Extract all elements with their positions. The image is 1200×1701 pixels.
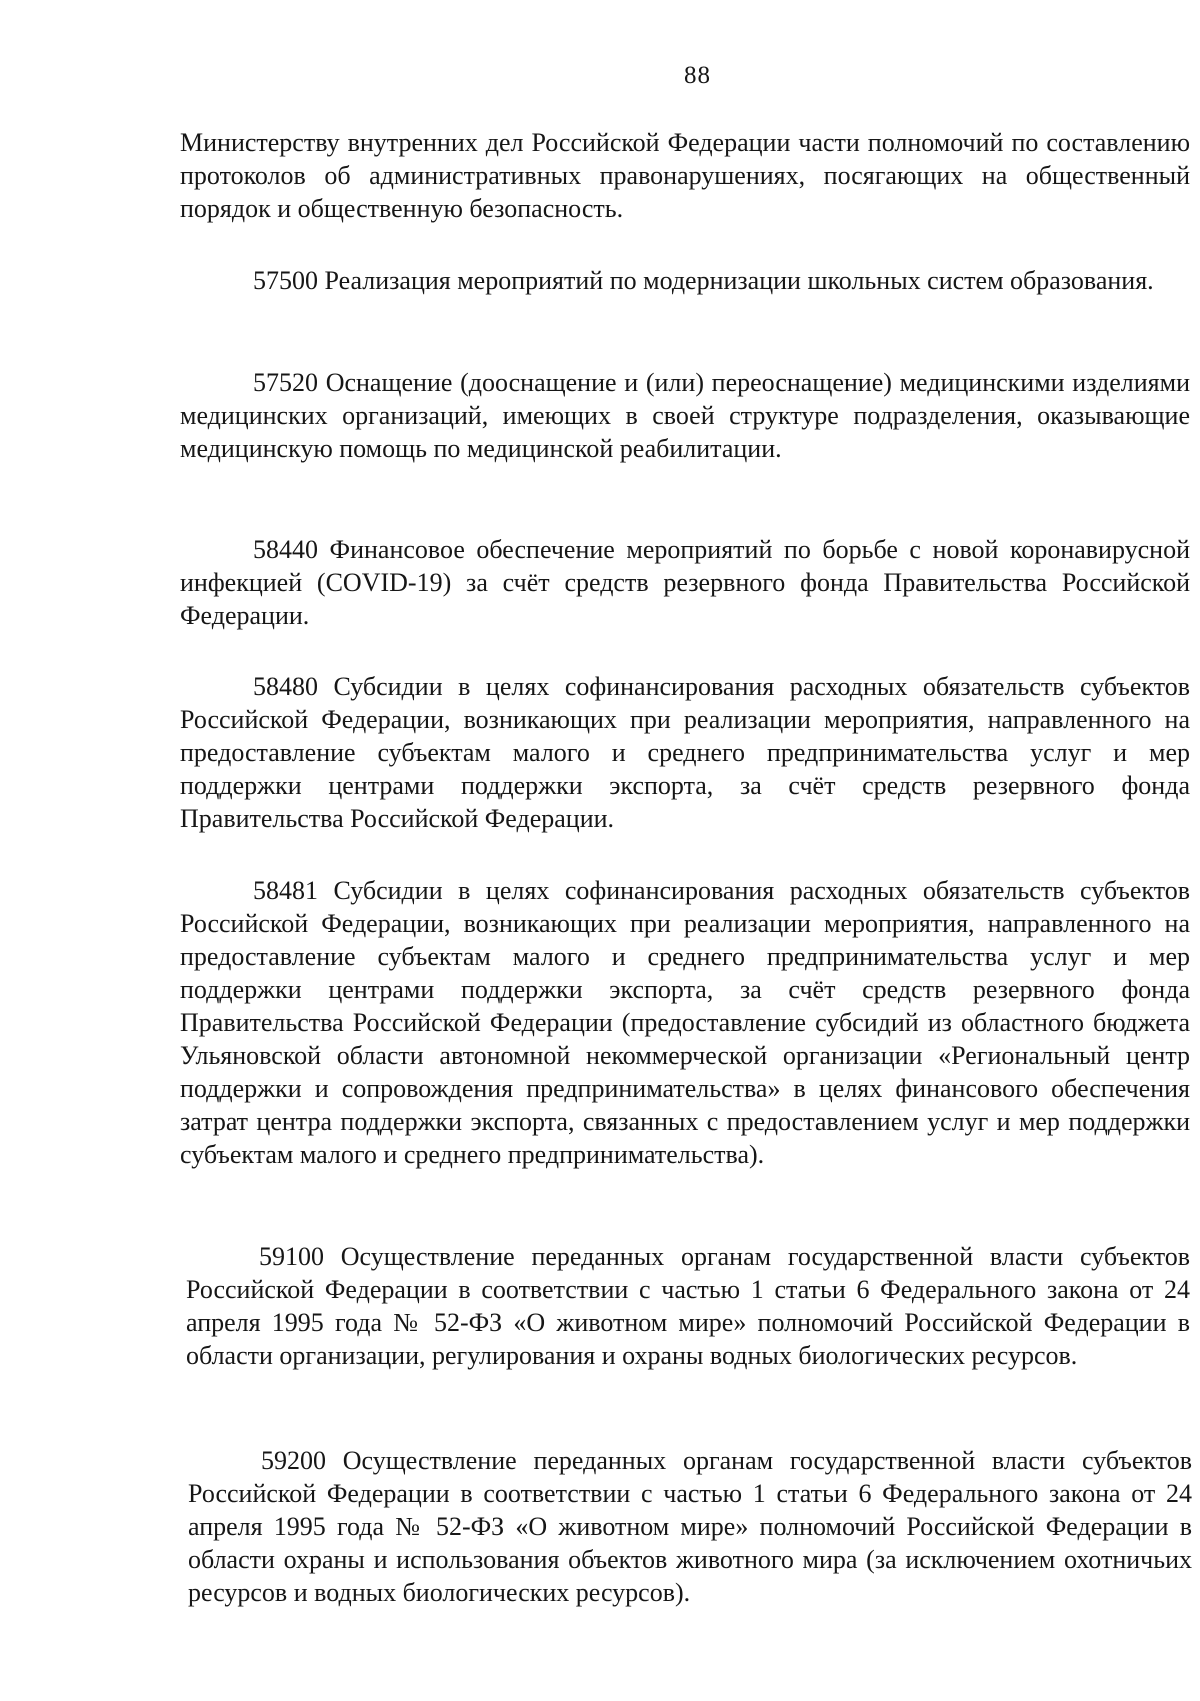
paragraph-text: 59200 Осуществление переданных органам государственной власти субъектов Российской Федерации в соответствии с частью 1 статьи 6 Федерального закона от 24 апреля 1995 года № 52-ФЗ «О животном мире» полномочий Российской Федерации в области охраны и использования объектов животного мира (за исключением охотничьих ресурсов и водных биологических ресурсов).: [188, 1446, 1192, 1607]
paragraph-text: 57520 Оснащение (дооснащение и (или) переоснащение) медицинскими изделиями медицинских организаций, имеющих в своей структуре подразделения, оказывающие медицинскую помощь по медицинской реабилитации.: [180, 368, 1190, 463]
paragraph-text: Министерству внутренних дел Российской Федерации части полномочий по составлению протоколов об административных правонарушениях, посягающих на общественный порядок и общественную безопасность.: [180, 128, 1190, 223]
paragraph-59100: [186, 1240, 1190, 1372]
paragraph-57520: [180, 366, 1190, 465]
page-number: 88: [684, 62, 711, 89]
paragraph-text: 57500 Реализация мероприятий по модернизации школьных систем образования.: [253, 266, 1154, 295]
paragraph-text: 58440 Финансовое обеспечение мероприятий по борьбе с новой коронавирусной инфекцией (COVID-19) за счёт средств резервного фонда Правительства Российской Федерации.: [180, 535, 1190, 630]
paragraph-continuation: [180, 126, 1190, 225]
paragraph-58481: [180, 874, 1190, 1171]
paragraph-text: 58480 Субсидии в целях софинансирования расходных обязательств субъектов Российской Федерации, возникающих при реализации мероприятия, направленного на предоставление субъектам малого и среднего предпринимательства услуг и мер поддержки центрами поддержки экспорта, за счёт средств резервного фонда Правительства Российской Федерации.: [180, 672, 1190, 833]
paragraph-57500: [180, 264, 1190, 297]
paragraph-text: 58481 Субсидии в целях софинансирования расходных обязательств субъектов Российской Федерации, возникающих при реализации мероприятия, направленного на предоставление субъектам малого и среднего предпринимательства услуг и мер поддержки центрами поддержки экспорта, за счёт средств резервного фонда Правительства Российской Федерации (предоставление субсидий из областного бюджета Ульяновской области автономной некоммерческой организации «Региональный центр поддержки и сопровождения предпринимательства» в целях финансового обеспечения затрат центра поддержки экспорта, связанных с предоставлением услуг и мер поддержки субъектам малого и среднего предпринимательства).: [180, 876, 1190, 1169]
paragraph-58480: [180, 670, 1190, 835]
paragraph-59200: [188, 1444, 1192, 1609]
paragraph-text: 59100 Осуществление переданных органам государственной власти субъектов Российской Федерации в соответствии с частью 1 статьи 6 Федерального закона от 24 апреля 1995 года № 52-ФЗ «О животном мире» полномочий Российской Федерации в области организации, регулирования и охраны водных биологических ресурсов.: [186, 1242, 1190, 1370]
paragraph-58440: [180, 533, 1190, 632]
